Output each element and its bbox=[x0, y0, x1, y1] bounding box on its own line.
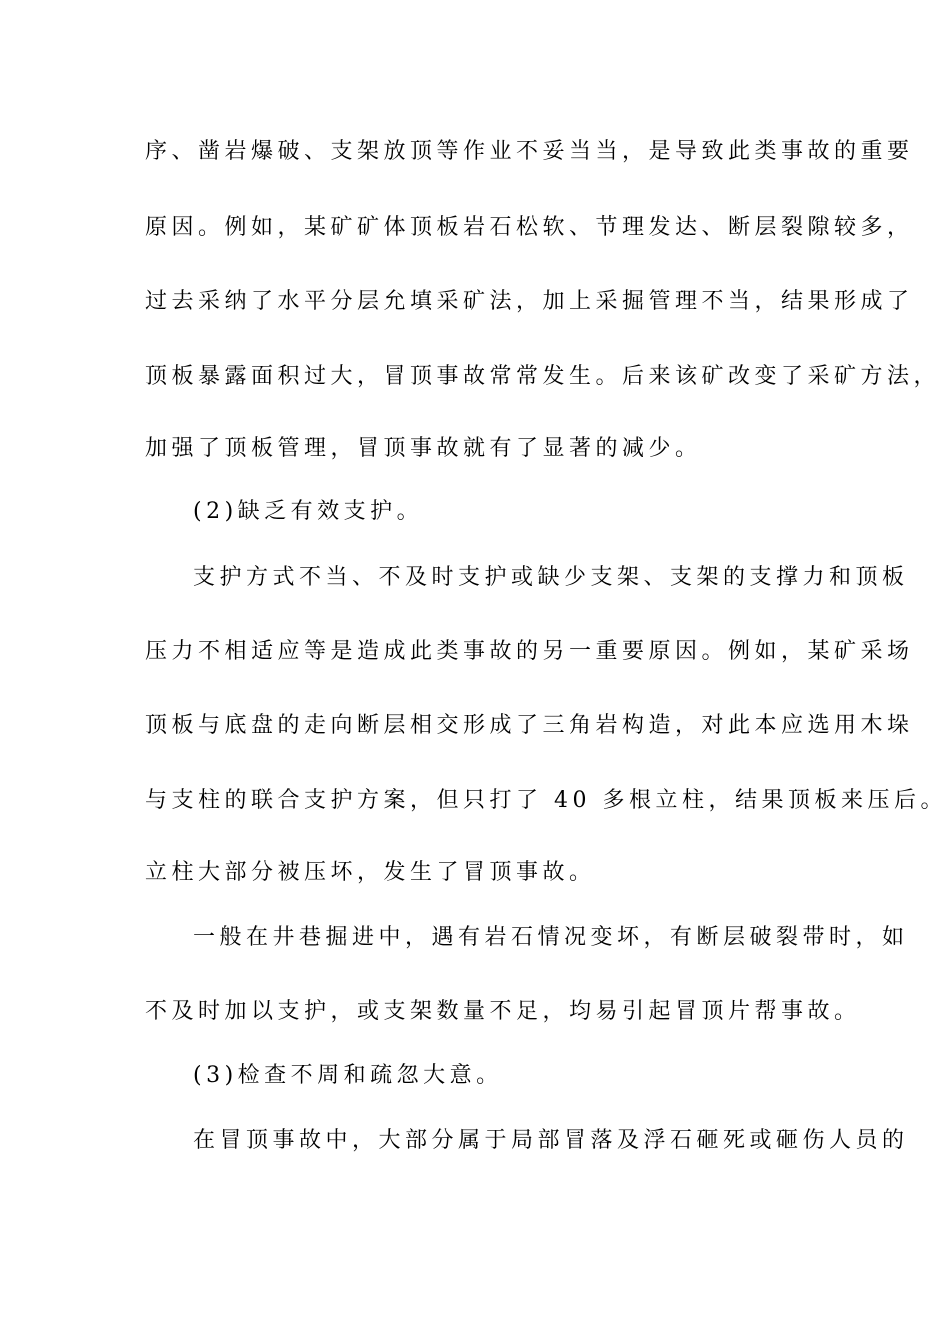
body-text-line: 顶板与底盘的走向断层相交形成了三角岩构造，对此本应选用木垛 bbox=[145, 713, 914, 738]
body-text-line: 与支柱的联合支护方案，但只打了 40 多根立柱，结果顶板来压后。 bbox=[145, 788, 947, 813]
section-heading: (3)检查不周和疏忽大意。 bbox=[193, 1063, 503, 1088]
body-text-line: 序、凿岩爆破、支架放顶等作业不妥当当，是导致此类事故的重要 bbox=[145, 139, 914, 164]
body-text-line: 压力不相适应等是造成此类事故的另一重要原因。例如，某矿采场 bbox=[145, 639, 914, 664]
body-text-line: 原因。例如，某矿矿体顶板岩石松软、节理发达、断层裂隙较多， bbox=[145, 215, 914, 240]
body-text-line: 立柱大部分被压坏，发生了冒顶事故。 bbox=[145, 860, 596, 885]
body-text-line: 加强了顶板管理，冒顶事故就有了显著的减少。 bbox=[145, 436, 702, 461]
body-text-line: 一般在井巷掘进中，遇有岩石情况变坏，有断层破裂带时，如 bbox=[193, 925, 909, 950]
body-text-line: 在冒顶事故中，大部分属于局部冒落及浮石砸死或砸伤人员的 bbox=[193, 1128, 909, 1153]
body-text-line: 支护方式不当、不及时支护或缺少支架、支架的支撑力和顶板 bbox=[193, 565, 909, 590]
body-text-line: 顶板暴露面积过大，冒顶事故常常发生。后来该矿改变了采矿方法， bbox=[145, 364, 941, 389]
body-text-line: 不及时加以支护，或支架数量不足，均易引起冒顶片帮事故。 bbox=[145, 999, 861, 1024]
body-text-line: 过去采纳了水平分层允填采矿法，加上采掘管理不当，结果形成了 bbox=[145, 289, 914, 314]
section-heading: (2)缺乏有效支护。 bbox=[193, 499, 424, 524]
